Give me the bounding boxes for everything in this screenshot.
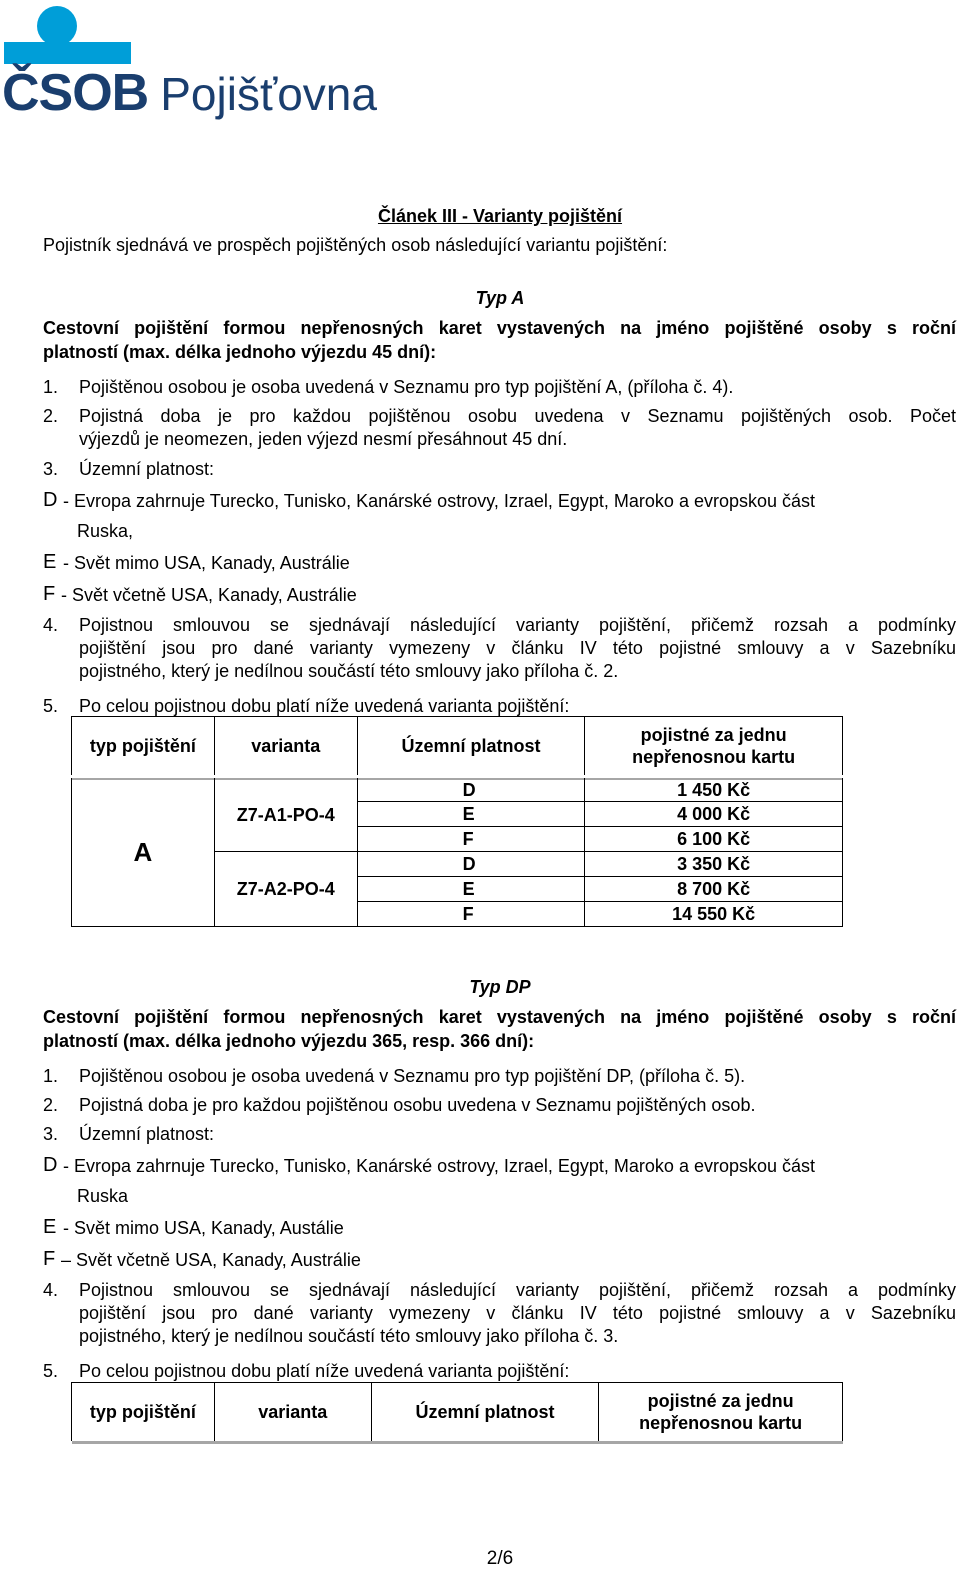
typeA-cell-variant1: Z7-A1-PO-4	[214, 777, 357, 852]
typeDP-header-premium	[599, 1383, 843, 1441]
typeDP-zone-f-letter: F	[43, 1248, 56, 1270]
typeA-heading: Typ A	[475, 288, 525, 308]
typeA-cell-zone: F	[357, 902, 585, 927]
typeA-zone-e-text: - Svět mimo USA, Kanady, Austrálie	[63, 553, 350, 573]
typeDP-zone-f-text: – Svět včetně USA, Kanady, Austrálie	[61, 1250, 361, 1270]
typeA-zone-f-text: - Svět včetně USA, Kanady, Austrálie	[61, 585, 357, 605]
typeDP-zone-d-text2: Ruska	[77, 1186, 129, 1206]
typeDP-item1-text: Pojištěnou osobou je osoba uvedená v Seznamu pro typ pojištění DP, (příloha č. 5).	[79, 1066, 746, 1086]
typeDP-header-zone: Územní platnost	[371, 1383, 599, 1441]
typeA-zone-d-text2: Ruska,	[77, 521, 134, 541]
typeDP-desc-line2: platností (max. délka jednoho výjezdu 365, resp. 366 dní):	[43, 1031, 535, 1051]
typeA-item3-number: 3.	[43, 459, 59, 479]
article-intro: Pojistník sjednává ve prospěch pojištěných osob následující variantu pojištění:	[43, 235, 668, 255]
typeA-item4-text-c: pojistného, který je nedílnou součástí této smlouvy jako příloha č. 2.	[79, 661, 619, 681]
typeA-item4-number: 4.	[43, 615, 59, 635]
logo-bar	[4, 42, 131, 64]
typeA-header-variant: varianta	[214, 717, 357, 777]
logo-dot	[37, 6, 77, 46]
typeA-header-zone: Územní platnost	[357, 717, 585, 777]
typeA-cell-zone: D	[357, 852, 585, 877]
typeDP-desc-line1: Cestovní pojištění formou nepřenosných karet vystavených na jméno pojištěné osoby s roční	[43, 1007, 956, 1027]
typeA-item2-text-b: výjezdů je neomezen, jeden výjezd nesmí přesáhnout 45 dní.	[79, 429, 568, 449]
article-title: Článek III - Varianty pojištění	[377, 206, 623, 226]
typeDP-item4-number: 4.	[43, 1280, 59, 1300]
typeA-cell-premium: 14 550 Kč	[585, 902, 843, 927]
typeDP-zone-d-letter: D	[43, 1154, 58, 1176]
typeDP-item4-text-a: Pojistnou smlouvou se sjednávají následující varianty pojištění, přičemž rozsah a podmínky	[79, 1280, 956, 1300]
logo-brand: ČSOB	[2, 64, 149, 122]
table-row	[72, 777, 843, 802]
typeA-item3-text: Územní platnost:	[79, 459, 215, 479]
typeDP-header-premium-line1: pojistné za jednu	[647, 1390, 794, 1411]
typeA-cell-premium: 3 350 Kč	[585, 852, 843, 877]
company-logo	[0, 0, 377, 125]
typeA-cell-premium: 1 450 Kč	[585, 777, 843, 802]
typeDP-header-premium-line2: nepřenosnou kartu	[639, 1412, 803, 1433]
logo-wordmark	[2, 64, 377, 122]
typeA-table-header	[72, 717, 843, 777]
typeDP-zone-e-text: - Svět mimo USA, Kanady, Austálie	[63, 1218, 344, 1238]
typeDP-header-variant: varianta	[214, 1383, 371, 1441]
typeA-header-type: typ pojištění	[72, 717, 215, 777]
typeA-zone-e-letter: E	[43, 551, 57, 573]
typeDP-zone-d-text: - Evropa zahrnuje Turecko, Tunisko, Kanárské ostrovy, Izrael, Egypt, Maroko a evropskou část	[63, 1156, 816, 1176]
typeA-item5-text: Po celou pojistnou dobu platí níže uvedená varianta pojištění:	[79, 696, 570, 716]
typeA-cell-zone: E	[357, 877, 585, 902]
typeA-item1-number: 1.	[43, 377, 59, 397]
typeDP-header-type: typ pojištění	[72, 1383, 215, 1441]
typeA-cell-premium: 6 100 Kč	[585, 827, 843, 852]
typeDP-item2-number: 2.	[43, 1095, 59, 1115]
typeA-cell-variant2: Z7-A2-PO-4	[214, 852, 357, 927]
typeA-header-premium	[585, 717, 843, 777]
typeA-cell-zone: E	[357, 802, 585, 827]
typeA-cell-premium: 4 000 Kč	[585, 802, 843, 827]
typeA-item5-number: 5.	[43, 696, 59, 716]
typeDP-item1-number: 1.	[43, 1066, 59, 1086]
typeA-header-premium-line1: pojistné za jednu	[640, 725, 787, 745]
page-number: 2/6	[486, 1548, 514, 1569]
typeA-zone-d-text: - Evropa zahrnuje Turecko, Tunisko, Kanárské ostrovy, Izrael, Egypt, Maroko a evropskou část	[63, 491, 816, 511]
typeDP-item5-text: Po celou pojistnou dobu platí níže uvedená varianta pojištění:	[79, 1361, 570, 1381]
typeA-item2-number: 2.	[43, 406, 59, 426]
typeDP-item3-text: Územní platnost:	[79, 1124, 215, 1144]
typeA-cell-type: A	[72, 777, 215, 927]
logo-product: Pojišťovna	[160, 68, 377, 120]
typeDP-table	[71, 1382, 843, 1441]
typeA-zone-d-letter: D	[43, 489, 58, 511]
typeA-cell-premium: 8 700 Kč	[585, 877, 843, 902]
typeA-item1-text: Pojištěnou osobou je osoba uvedená v Seznamu pro typ pojištění A, (příloha č. 4).	[79, 377, 734, 397]
typeA-item4-text-b: pojištění jsou pro dané varianty vymezeny v článku IV této pojistné smlouvy a v Sazebníku	[79, 638, 956, 658]
typeA-cell-zone: D	[357, 777, 585, 802]
typeDP-heading: Typ DP	[469, 977, 531, 997]
typeA-item2-text-a: Pojistná doba je pro každou pojištěnou osobu uvedena v Seznamu pojištěných osob. Počet	[79, 406, 956, 426]
typeDP-table-header	[72, 1383, 843, 1441]
typeDP-item3-number: 3.	[43, 1124, 59, 1144]
typeA-cell-zone: F	[357, 827, 585, 852]
typeA-table	[71, 716, 843, 927]
typeA-desc-line2: platností (max. délka jednoho výjezdu 45 dní):	[43, 342, 437, 362]
typeA-header-premium-line2: nepřenosnou kartu	[632, 747, 796, 767]
typeDP-item4-text-b: pojištění jsou pro dané varianty vymezeny v článku IV této pojistné smlouvy a v Sazebníku	[79, 1303, 956, 1323]
typeDP-item5-number: 5.	[43, 1361, 59, 1381]
typeA-desc-line1: Cestovní pojištění formou nepřenosných karet vystavených na jméno pojištěné osoby s roční	[43, 318, 956, 338]
typeDP-item2-text: Pojistná doba je pro každou pojištěnou osobu uvedena v Seznamu pojištěných osob.	[79, 1095, 756, 1115]
typeDP-item4-text-c: pojistného, který je nedílnou součástí této smlouvy jako příloha č. 3.	[79, 1326, 619, 1346]
typeA-item4-text-a: Pojistnou smlouvou se sjednávají následující varianty pojištění, přičemž rozsah a podmínky	[79, 615, 956, 635]
typeA-zone-f-letter: F	[43, 583, 56, 605]
typeDP-zone-e-letter: E	[43, 1216, 57, 1238]
